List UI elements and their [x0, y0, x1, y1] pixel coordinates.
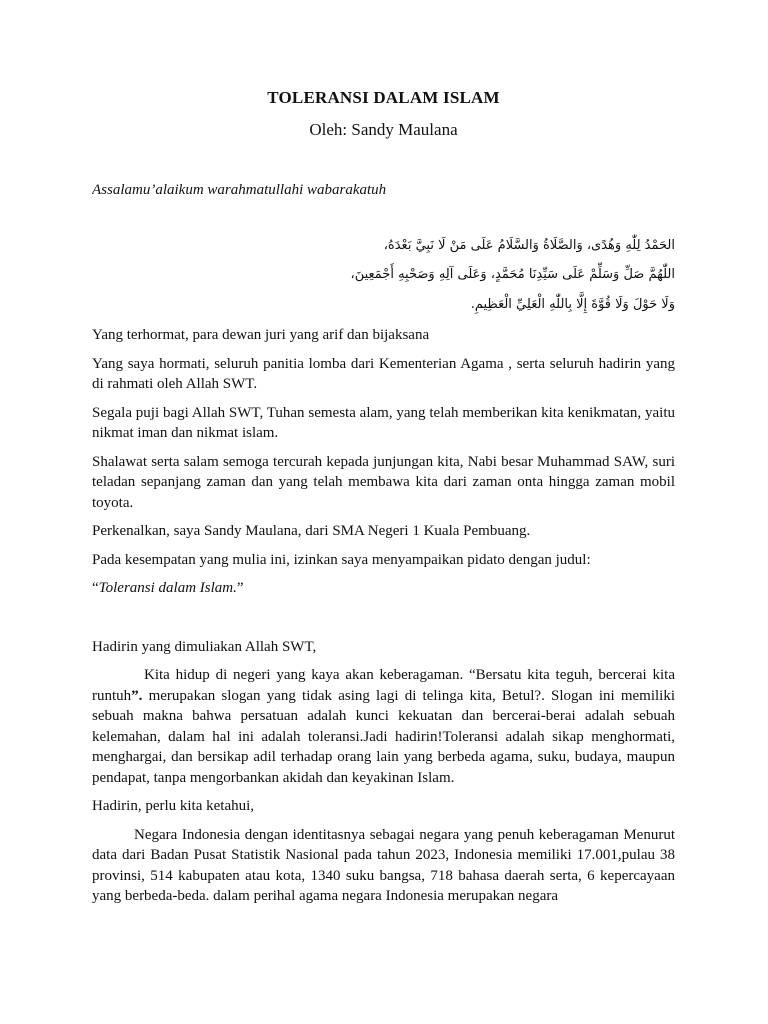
paragraph-shalawat: Shalawat serta salam semoga tercurah kepada junjungan kita, Nabi besar Muhammad SAW, suri teladan sepanjang zaman dan yang telah membawa kita dari zaman onta hingga zaman mobil toyota.: [92, 453, 675, 511]
paragraph-know: Hadirin, perlu kita ketahui,: [92, 798, 255, 814]
speech-body: [92, 325, 675, 915]
diversity-text-c: merupakan slogan yang tidak asing lagi di telinga kita, Betul?. Slogan ini memiliki sebuah makna bahwa persatuan adalah kunci kekuatan dan bercerai-berai adalah sebuah kelemahan, dalam hal ini adalah toleransi.Jadi hadirin!Toleransi adalah sikap menghormati, menghargai, dan bersikap adil terhadap orang lain yang berbeda agama, suku, budaya, maupun pendapat, tanpa mengorbankan akidah dan keyakinan Islam.: [92, 687, 675, 786]
paragraph-introduction: Perkenalkan, saya Sandy Maulana, dari SMA Negeri 1 Kuala Pembuang.: [92, 523, 531, 539]
diversity-text-a: Kita hidup di negeri yang kaya akan keberagaman. “Bersatu kita teguh, bercerai kita runtuh: [92, 667, 675, 704]
speech-title-italic: Toleransi dalam Islam.: [98, 580, 237, 596]
quote-close: ”: [236, 580, 244, 596]
quote-open: “: [92, 580, 99, 596]
paragraph-address-jury: Yang terhormat, para dewan juri yang arif dan bijaksana: [92, 327, 430, 343]
paragraph-topic-intro: Pada kesempatan yang mulia ini, izinkan saya menyampaikan pidato dengan judul:: [92, 551, 591, 568]
paragraph-diversity: [92, 665, 675, 788]
document-page: [92, 0, 675, 1024]
paragraph-speech-title: [92, 578, 675, 599]
paragraph-indonesia-data: Negara Indonesia dengan identitasnya sebagai negara yang penuh keberagaman Menurut data dari Badan Pusat Statistik Nasional pada tahun 2023, Indonesia memiliki 17.001,pulau 38 provinsi, 514 kabupaten atau kota, 1340 suku bangsa, 718 bahasa daerah serta, 6 kepercayaan yang berbeda-beda. dalam perihal agama negara Indonesia merupakan negara: [92, 826, 675, 904]
paragraph-praise: Segala puji bagi Allah SWT, Tuhan semesta alam, yang telah memberikan kita kenikmatan, yaitu nikmat iman dan nikmat islam.: [92, 404, 675, 441]
diversity-text-b: ”.: [131, 687, 143, 704]
arabic-line-1: الحَمْدُ لِلّٰهِ وَهُدًى، وَالصَّلَاةُ وَالسَّلَامُ عَلَى مَنْ لَا نَبِيَّ بَعْدَهُ،: [383, 238, 675, 253]
document-author: Oleh: Sandy Maulana: [309, 120, 458, 139]
paragraph-greeting-audience: Hadirin yang dimuliakan Allah SWT,: [92, 638, 317, 655]
spacer: [92, 607, 675, 637]
greeting: Assalamu’alaikum warahmatullahi wabarakatuh: [92, 182, 387, 198]
arabic-line-3: وَلَا حَوْلَ وَلَا قُوَّةَ إِلَّا بِاللّٰهِ الْعَلِيِّ الْعَظِيمِ.: [470, 297, 675, 312]
paragraph-address-committee: Yang saya hormati, seluruh panitia lomba dari Kementerian Agama , serta seluruh hadirin yang di rahmati oleh Allah SWT.: [92, 355, 675, 392]
arabic-line-2: اللّٰهُمَّ صَلِّ وَسَلِّمْ عَلَى سَيِّدِنَا مُحَمَّدٍ، وَعَلَى آلِهِ وَصَحْبِهِ أَجْمَعِينَ،: [350, 267, 675, 282]
document-title: TOLERANSI DALAM ISLAM: [267, 88, 500, 107]
